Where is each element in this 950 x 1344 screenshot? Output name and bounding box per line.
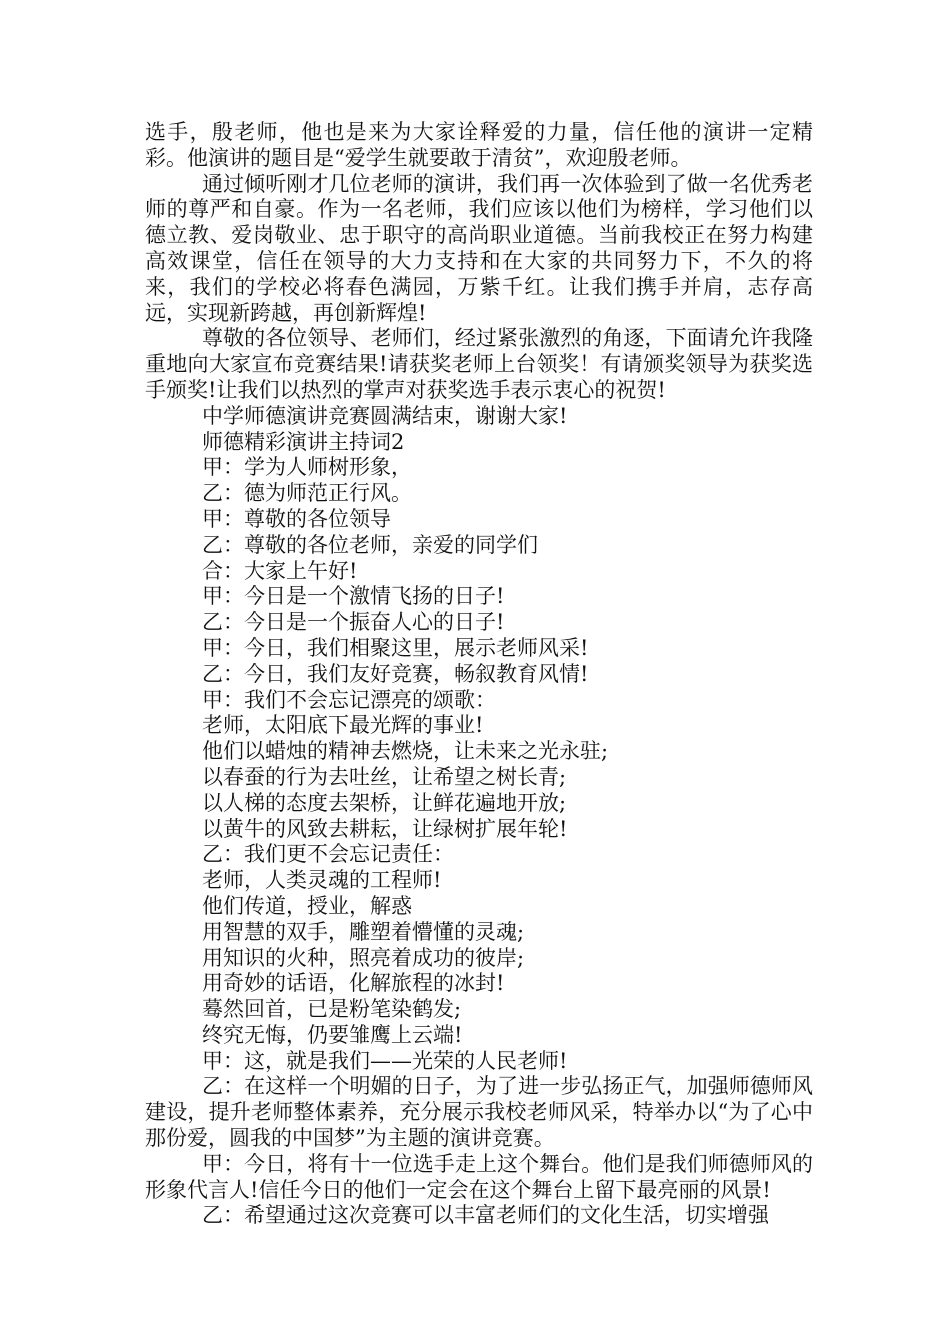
dialogue-line: 乙：尊敬的各位老师，亲爱的同学们 <box>202 532 538 557</box>
paragraph: 乙：希望通过这次竞赛可以丰富老师们的文化生活，切实增强 <box>202 1203 769 1228</box>
dialogue-line: 甲：今日，我们相聚这里，展示老师风采! <box>202 635 589 660</box>
dialogue-line: 甲：今日是一个激情飞扬的日子! <box>202 584 505 609</box>
poem-line: 他们以蜡烛的精神去燃烧，让未来之光永驻; <box>202 739 609 764</box>
paragraph: 通过倾听刚才几位老师的演讲，我们再一次体验到了做一名优秀老师的尊严和自豪。作为一名老师，我们应该以他们为榜样，学习他们以德立教、爱岗敬业、忠于职守的高尚职业道德。当前我校正在努力构建高效课堂，信任在领导的大力支持和在大家的共同努力下，不久的将来，我们的学校必将春色满园，万紫千红。让我们携手并肩，志存高远，实现新跨越，再创新辉煌! <box>145 171 813 325</box>
poem-line: 他们传道，授业，解惑 <box>202 893 412 918</box>
paragraph: 乙：在这样一个明媚的日子，为了进一步弘扬正气，加强师德师风建设，提升老师整体素养，充分展示我校老师风采，特举办以“为了心中那份爱，圆我的中国梦”为主题的演讲竞赛。 <box>145 1074 813 1151</box>
text-line: 中学师德演讲竞赛圆满结束，谢谢大家! <box>202 403 568 428</box>
poem-line: 以人梯的态度去架桥，让鲜花遍地开放; <box>202 790 567 815</box>
poem-line: 蓦然回首，已是粉笔染鹤发; <box>202 997 462 1022</box>
dialogue-line: 甲：尊敬的各位领导 <box>202 506 391 531</box>
poem-line: 以黄牛的风致去耕耘，让绿树扩展年轮! <box>202 816 568 841</box>
dialogue-line: 乙：今日是一个振奋人心的日子! <box>202 610 505 635</box>
poem-line: 老师，人类灵魂的工程师! <box>202 868 442 893</box>
paragraph: 甲：今日，将有十一位选手走上这个舞台。他们是我们师德师风的形象代言人!信任今日的他们一定会在这个舞台上留下最亮丽的风景! <box>145 1151 813 1202</box>
dialogue-line: 甲：学为人师树形象， <box>202 455 412 480</box>
section-title: 师德精彩演讲主持词2 <box>202 429 405 454</box>
dialogue-line: 乙：德为师范正行风。 <box>202 481 412 506</box>
dialogue-line: 合：大家上午好! <box>202 558 358 583</box>
dialogue-line: 甲：我们不会忘记漂亮的颂歌： <box>202 687 496 712</box>
poem-line: 终究无悔，仍要雏鹰上云端! <box>202 1022 463 1047</box>
poem-line: 用奇妙的话语，化解旅程的冰封! <box>202 971 505 996</box>
document-body <box>145 120 813 1229</box>
paragraph-continuation: 选手，殷老师，他也是来为大家诠释爱的力量，信任他的演讲一定精彩。他演讲的题目是“爱学生就要敢于清贫”，欢迎殷老师。 <box>145 120 813 170</box>
poem-line: 用智慧的双手，雕塑着懵懂的灵魂; <box>202 919 525 944</box>
dialogue-line: 乙：我们更不会忘记责任： <box>202 842 454 867</box>
poem-line: 用知识的火种，照亮着成功的彼岸; <box>202 945 525 970</box>
poem-line: 老师，太阳底下最光辉的事业! <box>202 713 484 738</box>
dialogue-line: 甲：这，就是我们——光荣的人民老师! <box>202 1048 568 1073</box>
dialogue-line: 乙：今日，我们友好竞赛，畅叙教育风情! <box>202 661 589 686</box>
poem-line: 以春蚕的行为去吐丝，让希望之树长青; <box>202 764 567 789</box>
paragraph: 尊敬的各位领导、老师们，经过紧张激烈的角逐，下面请允许我隆重地向大家宣布竞赛结果!请获奖老师上台领奖！有请颁奖领导为获奖选手颁奖!让我们以热烈的掌声对获奖选手表示衷心的祝贺! <box>145 326 813 402</box>
